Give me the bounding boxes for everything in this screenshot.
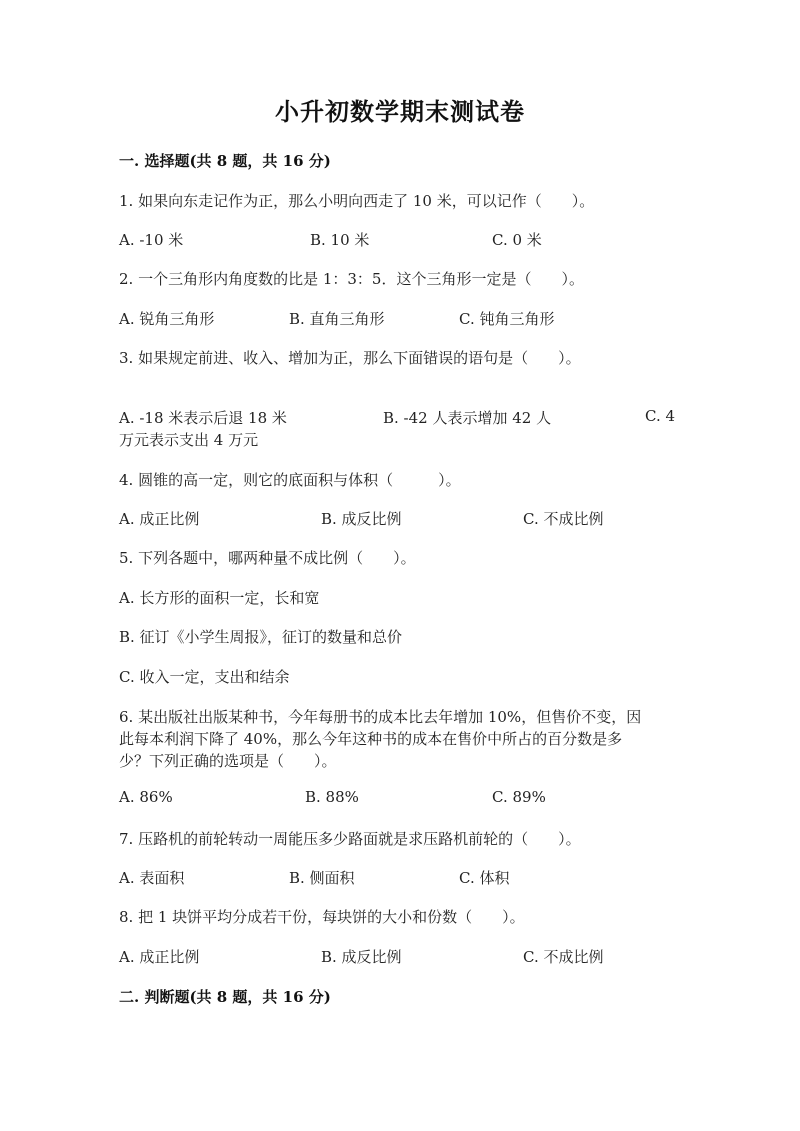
question-6-stem-line-2: 此每本利润下降了 40%，那么今年这种书的成本在售价中所占的百分数是多 [119,730,623,748]
question-7-option-c: C. 体积 [459,869,510,887]
question-8-stem: 8. 把 1 块饼平均分成若干份，每块饼的大小和份数（ ）。 [119,908,525,926]
question-7-option-a: A. 表面积 [119,869,185,887]
section-heading-choice: 一. 选择题(共 8 题，共 16 分) [119,152,331,170]
question-6-option-c: C. 89% [492,788,546,806]
question-2-stem: 2. 一个三角形内角度数的比是 1：3：5．这个三角形一定是（ ）。 [119,270,584,288]
question-1-option-a: A. -10 米 [119,231,184,249]
question-2-option-b: B. 直角三角形 [289,310,385,328]
question-3-stem: 3. 如果规定前进、收入、增加为正，那么下面错误的语句是（ ）。 [119,349,581,367]
question-7-option-b: B. 侧面积 [289,869,355,887]
question-2-option-a: A. 锐角三角形 [119,310,215,328]
question-4-option-a: A. 成正比例 [119,510,200,528]
question-8-option-c: C. 不成比例 [523,948,604,966]
question-1-option-b: B. 10 米 [310,231,370,249]
question-3-option-c: C. 4 [645,407,676,425]
question-8-option-a: A. 成正比例 [119,948,200,966]
page-title: 小升初数学期末测试卷 [275,97,525,126]
question-6-option-b: B. 88% [305,788,359,806]
question-6-stem-line-3: 少？下列正确的选项是（ ）。 [119,752,337,770]
question-6-stem-line-1: 6. 某出版社出版某种书，今年每册书的成本比去年增加 10%，但售价不变，因 [119,708,642,726]
question-4-stem: 4. 圆锥的高一定，则它的底面积与体积（ ）。 [119,471,461,489]
question-5-option-b: B. 征订《小学生周报》，征订的数量和总价 [119,628,403,646]
question-4-option-b: B. 成反比例 [321,510,402,528]
question-1-stem: 1. 如果向东走记作为正，那么小明向西走了 10 米，可以记作（ ）。 [119,192,595,210]
question-7-stem: 7. 压路机的前轮转动一周能压多少路面就是求压路机前轮的（ ）。 [119,830,581,848]
question-2-option-c: C. 钝角三角形 [459,310,555,328]
question-3-option-a: A. -18 米表示后退 18 米 [119,409,287,427]
question-3-option-b: B. -42 人表示增加 42 人 [383,409,552,427]
question-1-option-c: C. 0 米 [492,231,542,249]
question-8-option-b: B. 成反比例 [321,948,402,966]
section-heading-judgment: 二. 判断题(共 8 题，共 16 分) [119,988,331,1006]
question-5-stem: 5. 下列各题中，哪两种量不成比例（ ）。 [119,549,416,567]
question-6-option-a: A. 86% [119,788,173,806]
question-3-option-c-continued: 万元表示支出 4 万元 [119,431,259,449]
question-5-option-a: A. 长方形的面积一定，长和宽 [119,589,320,607]
question-5-option-c: C. 收入一定，支出和结余 [119,668,290,686]
question-4-option-c: C. 不成比例 [523,510,604,528]
